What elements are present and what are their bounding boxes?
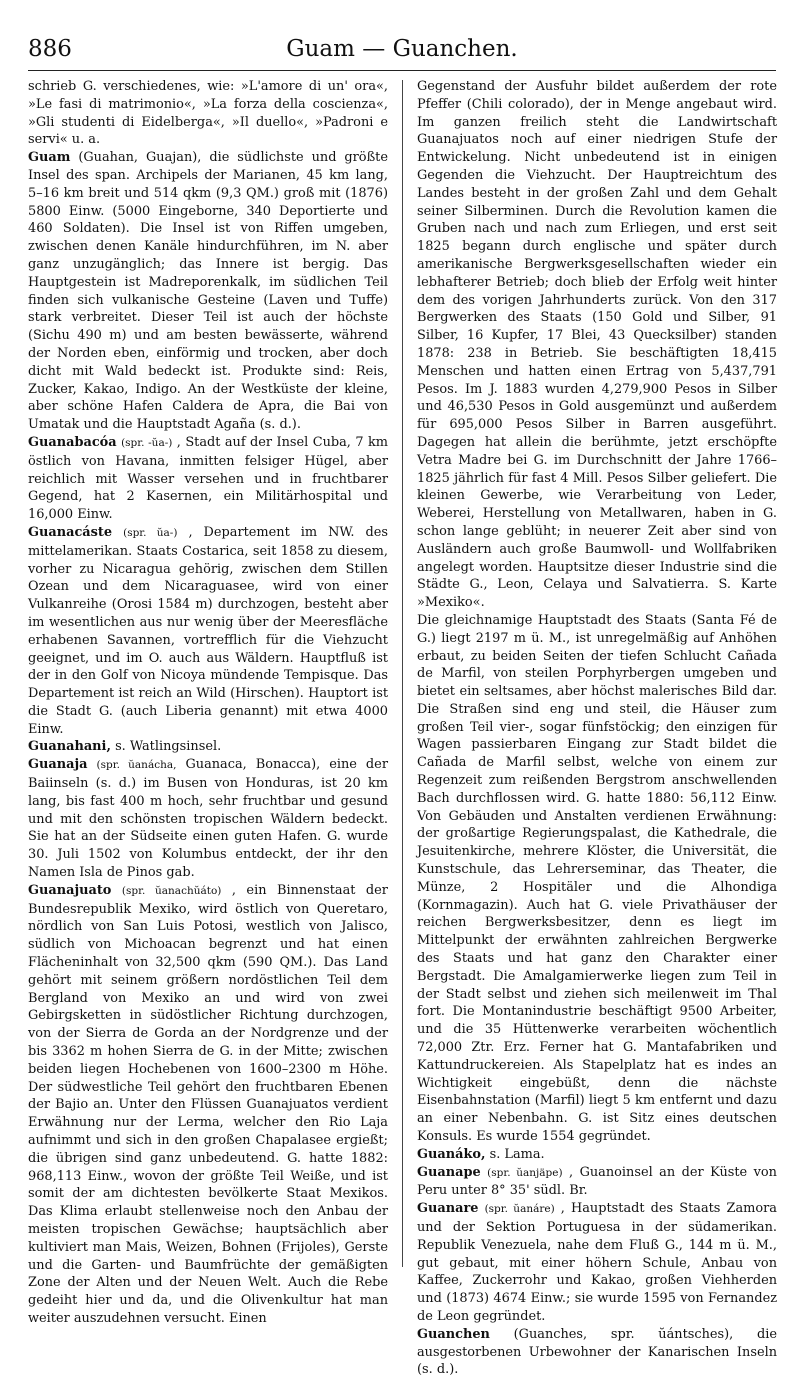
dictionary-entry — [28, 149, 388, 434]
entry-headword: Guanacáste — [28, 524, 113, 540]
entry-text: schrieb G. verschiedenes, wie: »L'amore di un' ora«, »Le fasi di matrimonio«, »La forza della coscienza«, »Gli studenti di Eidelberga«, »Il duello«, »Padroni e servi« u. a. — [28, 79, 388, 148]
text-columns — [28, 78, 777, 1378]
right-column — [417, 78, 777, 1378]
entry-text: Gegenstand der Ausfuhr bildet außerdem der rote Pfeffer (Chili colorado), der in Menge angebaut wird. Im ganzen freilich steht die Landwirtschaft Guanajuatos noch auf einer niedrigen Stufe der Entwickelung. Nicht unbedeutend ist in einigen Gegenden die Viehzucht. Der Hauptreichtum des Landes besteht in der großen Zahl und dem Gehalt seiner Silberminen. Durch die Revolution kamen die Gruben nach und nach zum Erliegen, und erst seit 1825 begann durch englische und später durch amerikanische Bergwerksgesellschaften wieder ein lebhafterer Betrieb; doch blieb der Erfolg weit hinter dem des vorigen Jahrhunderts zurück. Von den 317 Bergwerken des Staats (150 Gold und Silber, 91 Silber, 16 Kupfer, 17 Blei, 43 Quecksilber) standen 1878: 238 in Betrieb. Sie beschäftigten 18,415 Menschen und hatten einen Ertrag von 5,437,791 Pesos. Im J. 1883 wurden 4,279,900 Pesos in Silber und 46,530 Pesos in Gold ausgemünzt und außerdem für 695,000 Pesos Silber in Barren ausgeführt. Dagegen hat allein die berühmte, jetzt erschöpfte Vetra Madre bei G. im Durchschnitt der Jahre 1766–1825 jährlich für fast 4 Mill. Pesos Silber geliefert. Die kleinen Gewerbe, wie Verarbeitung von Leder, Weberei, Herstellung von Metallwaren, haben in G. schon lange geblüht; in neuerer Zeit aber sind von Ausländern auch große Baumwoll- und Wollfabriken angelegt worden. Hauptsitze dieser Industrie sind die Städte G., Leon, Celaya und Salvatierra. S. Karte »Mexiko«. — [417, 79, 777, 611]
running-head: Guam — Guanchen. — [286, 36, 518, 62]
dictionary-entry — [28, 78, 388, 149]
entry-headword: Guanajuato — [28, 882, 112, 898]
page-header — [28, 30, 776, 71]
left-column — [28, 78, 388, 1326]
entry-pronunciation: (spr. ŭa-) — [123, 526, 178, 539]
entry-headword: Guanare — [417, 1201, 479, 1217]
entry-text: , Guanoinsel an der Küste von Peru unter 8° 35' südl. Br. — [417, 1164, 777, 1199]
page-number: 886 — [28, 36, 72, 62]
entry-headword: Guanape — [417, 1164, 481, 1180]
dictionary-entry — [28, 524, 388, 739]
dictionary-entry — [28, 738, 388, 756]
entry-pronunciation: (spr. ŭanáre) — [484, 1203, 555, 1216]
entry-text: (Guanches, spr. ŭántsches), die ausgestorbenen Urbewohner der Kanarischen Inseln (s. d.). — [417, 1326, 777, 1378]
entry-text: , Hauptstadt des Staats Zamora und der Sektion Portuguesa in der südamerikan. Republik Venezuela, nahe dem Fluß G., 144 m ü. M., gut gebaut, mit einer höhern Schule, Anbau von Kaffee, Zuckerrohr und Kakao, großen Viehherden und (1873) 4674 Einw.; sie wurde 1595 von Fernandez de Leon gegründet. — [417, 1201, 777, 1324]
dictionary-entry — [28, 882, 388, 1328]
dictionary-entry — [417, 78, 777, 612]
entry-headword: Guanchen — [417, 1326, 490, 1342]
dictionary-entry — [417, 1326, 777, 1379]
entry-text: s. Lama. — [489, 1146, 545, 1162]
entry-headword: Guanahani, — [28, 739, 111, 755]
entry-text: s. Watlingsinsel. — [115, 739, 222, 755]
entry-text: , Stadt auf der Insel Cuba, 7 km östlich von Havana, inmitten felsiger Hügel, aber reichlich mit Wasser versehen und in fruchtbarer Gegend, hat 2 Kasernen, ein Militärhospital und 16,000 Einw. — [28, 434, 388, 523]
dictionary-entry — [417, 1146, 777, 1164]
dictionary-entry — [417, 612, 777, 1146]
entry-headword: Guanaja — [28, 757, 88, 773]
column-divider — [402, 80, 403, 1267]
dictionary-entry — [417, 1164, 777, 1201]
dictionary-entry — [417, 1200, 777, 1326]
entry-pronunciation: (spr. -ŭa-) — [121, 436, 173, 449]
entry-pronunciation: (spr. ŭanácha, — [96, 759, 177, 772]
entry-text: Die gleichnamige Hauptstadt des Staats (Santa Fé de G.) liegt 2197 m ü. M., ist unregelmäßig auf Anhöhen erbaut, zu beiden Seiten der tiefen Schlucht Cañada de Marfil, von steilen Porphyrbergen umgeben und bietet ein seltsames, aber höchst malerisches Bild dar. Die Straßen sind eng und steil, die Häuser zum großen Teil vier-, sogar fünfstöckig; den einzigen für Wagen passierbaren Eingang zur Stadt bildet die Cañada de Marfil selbst, welche von einem zur Regenzeit zum reißenden Bergstrom anschwellenden Bach durchflossen wird. G. hatte 1880: 56,112 Einw. Von Gebäuden und Anstalten verdienen Erwähnung: der großartige Regierungspalast, die Kathedrale, die Jesuitenkirche, mehrere Klöster, die Universität, die Kunstschule, das Lehrerseminar, das Theater, die Münze, 2 Hospitäler und die Alhondiga (Kornmagazin). Auch hat G. viele Privathäuser der reichen Bergwerksbesitzer, denn es liegt im Mittelpunkt der erwähnten zahlreichen Bergwerke des Staats und hat ganz den Charakter einer Bergstadt. Die Amalgamierwerke liegen zum Teil in der Stadt selbst und ziehen sich meilenweit im Thal fort. Die Montanindustrie beschäftigt 9500 Arbeiter, und die 35 Hüttenwerke verarbeiten wöchentlich 72,000 Ztr. Erz. Ferner hat G. Mantafabriken und Kattundruckereien. Als Stapelplatz hat es indes an Wichtigkeit eingebüßt, denn die nächste Eisenbahnstation (Marfil) liegt 5 km entfernt und dazu an einer Nebenbahn. G. ist Sitz eines deutschen Konsuls. Es wurde 1554 gegründet. — [417, 612, 777, 1145]
entry-pronunciation: (spr. ŭanachŭáto) — [121, 884, 222, 897]
entry-text: (Guahan, Guajan), die südlichste und größte Insel des span. Archipels der Marianen, 45 km lang, 5–16 km breit und 514 qkm (9,3 QM.) groß mit (1876) 5800 Einw. (5000 Eingeborne, 340 Deportierte und 460 Soldaten). Die Insel ist von Riffen umgeben, zwischen denen Kanäle hindurchführen, im N. aber ganz unzugänglich; das Innere ist bergig. Das Hauptgestein ist Madreporenkalk, im südlichen Teil finden sich vulkanische Gesteine (Laven und Tuffe) stark verbreitet. Dieser Teil ist auch der höchste (Sichu 490 m) und am besten bewässerte, während der Norden eben, einförmig und trocken, aber doch dicht mit Wald bedeckt ist. Produkte sind: Reis, Zucker, Kakao, Indigo. An der Westküste der kleine, aber schöne Hafen Caldera de Apra, die Bai von Umatak und die Hauptstadt Agaña (s. d.). — [28, 150, 388, 433]
entry-text: Guanaca, Bonacca), eine der Baiinseln (s. d.) im Busen von Honduras, ist 20 km lang, bis fast 400 m hoch, sehr fruchtbar und gesund und mit den schönsten tropischen Wäldern bedeckt. Sie hat an der Südseite einen guten Hafen. G. wurde 30. Juli 1502 von Kolumbus entdeckt, der ihr den Namen Isla de Pinos gab. — [28, 757, 388, 881]
dictionary-entry — [28, 434, 388, 524]
dictionary-entry — [28, 756, 388, 882]
entry-headword: Guam — [28, 150, 71, 166]
entry-text: , Departement im NW. des mittelamerikan. Staats Costarica, seit 1858 zu diesem, vorher zu Nicaragua gehörig, zwischen dem Stillen Ozean und dem Nicaraguasee, wird von einer Vulkanreihe (Orosi 1584 m) durchzogen, besteht aber im wesentlichen aus nur wenig über der Meeresfläche erhabenen Savannen, vortrefflich für die Viehzucht geeignet, und im O. auch aus Wäldern. Hauptfluß ist der in den Golf von Nicoya mündende Tempisque. Das Departement ist reich an Wild (Hirschen). Hauptort ist die Stadt G. (auch Liberia genannt) mit etwa 4000 Einw. — [28, 524, 388, 737]
entry-pronunciation: (spr. ŭanjäpe) — [487, 1166, 563, 1179]
entry-text: , ein Binnenstaat der Bundesrepublik Mexiko, wird östlich von Queretaro, nördlich von San Luis Potosi, westlich von Jalisco, südlich von Michoacan begrenzt und hat einen Flächeninhalt von 32,500 qkm (590 QM.). Das Land gehört mit seinem größern nordöstlichen Teil dem Bergland von Mexiko an und wird von zwei Gebirgsketten in südöstlicher Richtung durchzogen, von der Sierra de Gorda an der Nordgrenze und der bis 3362 m hohen Sierra de G. in der Mitte; zwischen beiden liegen Hochebenen von 1600–2300 m Höhe. Der südwestliche Teil gehört den fruchtbaren Ebenen der Bajio an. Unter den Flüssen Guanajuatos verdient Erwähnung nur der Lerma, welcher den Rio Laja aufnimmt und sich in den großen Chapalasee ergießt; die übrigen sind ganz unbedeutend. G. hatte 1882: 968,113 Einw., wovon der größte Teil Weiße, und ist somit der am dichtesten bevölkerte Staat Mexikos. Das Klima erlaubt stellenweise noch den Anbau der meisten tropischen Gewächse; hauptsächlich aber kultiviert man Mais, Weizen, Bohnen (Frijoles), Gerste und die Garten- und Baumfrüchte der gemäßigten Zone der Alten und der Neuen Welt. Auch die Rebe gedeiht hier und da, und die Olivenkultur hat man weiter auszudehnen versucht. Einen — [28, 882, 388, 1326]
entry-headword: Guanáko, — [417, 1146, 486, 1162]
entry-headword: Guanabacóa — [28, 434, 117, 450]
